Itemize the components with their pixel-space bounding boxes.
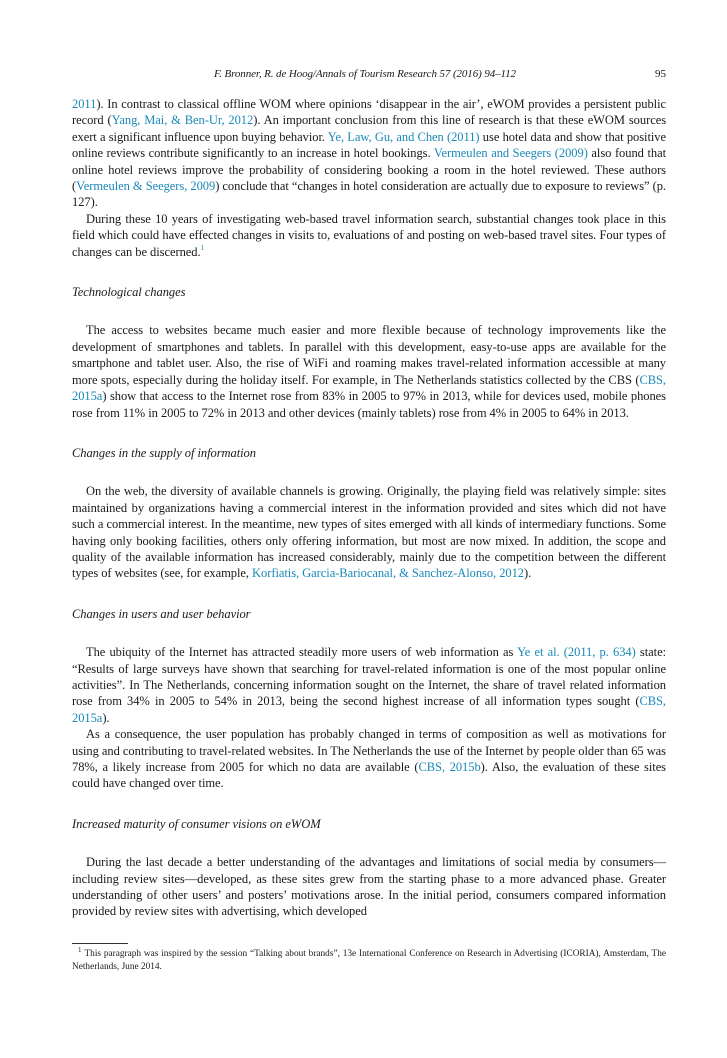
section-heading-technological: Technological changes bbox=[72, 285, 186, 300]
footnote bbox=[72, 948, 666, 973]
citation-link[interactable]: Yang, Mai, & Ben-Ur, 2012 bbox=[111, 113, 254, 128]
running-header bbox=[72, 68, 666, 82]
citation-link[interactable]: Vermeulen & Seegers, 2009 bbox=[76, 179, 216, 194]
citation-link[interactable]: Ye, Law, Gu, and Chen (2011) bbox=[327, 129, 480, 144]
citation-link[interactable]: Ye et al. (2011, p. 634) bbox=[517, 645, 636, 660]
citation-link[interactable]: Korfiatis, Garcia-Bariocanal, & Sanchez-Alonso, 2012 bbox=[252, 566, 525, 581]
footnote-divider bbox=[72, 943, 128, 944]
running-title: F. Bronner, R. de Hoog/Annals of Tourism Research 57 (2016) 94–112 bbox=[214, 68, 516, 80]
citation-link[interactable]: CBS, 2015b bbox=[418, 760, 481, 774]
citation-link[interactable]: CBS, 2015a bbox=[72, 372, 666, 404]
section-paragraph: The ubiquity of the Internet has attracted steadily more users of web information as Ye et al. (2011, p. 634) state: “Results of large surveys have shown that searching for travel-related information is one of the most popular online activities”. In The Netherlands, concerning information sought on the Internet, the share of travel related information rose from 34% in 2005 to 54% in 2013, being the second highest increase of all information types sought (CBS, 2015a). bbox=[72, 645, 667, 725]
intro-paragraph-1: 2011). In contrast to classical offline WOM where opinions ‘disappear in the air’, eWOM provides a persistent public record (Yang, Mai, & Ben-Ur, 2012). An important conclusion from this line of research is that these eWOM sources exert a significant influence upon buying behavior. Ye, Law, Gu, and Chen (2011) use hotel data and show that positive online reviews contribute significantly to an increase in hotel bookings. Vermeulen and Seegers (2009) also found that online hotel reviews improve the probability of considering booking a room in the hotel reviewed. These authors (Vermeulen & Seegers, 2009) conclude that “changes in hotel consideration are actually due to exposure to reviews” (p. 127). bbox=[72, 97, 667, 210]
section-heading-supply: Changes in the supply of information bbox=[72, 445, 256, 460]
footnote-text: This paragraph was inspired by the session “Talking about brands”, 13e International Conference on Research in Advertising (ICORIA), Amsterdam, The Netherlands, June 2014. bbox=[72, 949, 666, 972]
section-paragraph: The access to websites became much easier and more flexible because of technology improvements like the development of smartphones and tablets. In parallel with this development, easy-to-use apps are available for the smartphone and tablet user. Also, the rise of WiFi and roaming makes travel-related information accessible at many more spots, especially during the holiday itself. For example, in The Netherlands statistics collected by the CBS (CBS, 2015a) show that access to the Internet rose from 83% in 2005 to 97% in 2013, while for devices used, mobile phones rose from 11% in 2005 to 72% in 2013 and other devices (mainly tablets) rose from 4% in 2005 to 64% in 2013. bbox=[72, 323, 666, 420]
citation-link[interactable]: Vermeulen and Seegers (2009) bbox=[433, 146, 588, 161]
footnote-ref-link[interactable]: 1 bbox=[200, 242, 205, 252]
section-heading-maturity: Increased maturity of consumer visions on eWOM bbox=[72, 816, 321, 831]
citation-link[interactable]: 2011 bbox=[72, 97, 97, 111]
intro-paragraph-2: During these 10 years of investigating web-based travel information search, substantial changes took place in this field which could have effected changes in visits to, evaluations of and posting on web-based travel sites. Four types of changes can be discerned.$^1$ bbox=[72, 211, 666, 259]
article-body bbox=[72, 96, 666, 920]
page-number: 95 bbox=[655, 68, 666, 80]
section-paragraph: On the web, the diversity of available channels is growing. Originally, the playing field was relatively simple: sites maintained by organizations having a commercial interest in the information provided and sites which did not have such a commercial interest. In the meantime, new types of sites emerged with all kinds of intermediary functions. Some having only booking facilities, others only offering information, but most are now mixed. In addition, the scope and quality of the available information has increased considerably, mainly due to the competition between the different types of websites (see, for example, Korfiatis, Garcia-Bariocanal, & Sanchez-Alonso, 2012). bbox=[72, 484, 666, 581]
footnote-marker: 1 bbox=[78, 946, 82, 954]
section-paragraph: As a consequence, the user population has probably changed in terms of composition as well as motivations for using and contributing to travel-related websites. In The Netherlands the use of the Internet by people older than 65 was 78%, a likely increase from 2005 for which no data are available (CBS, 2015b). Also, the evaluation of these sites could have changed over time. bbox=[72, 727, 667, 791]
section-heading-users: Changes in users and user behavior bbox=[72, 606, 251, 621]
section-paragraph: During the last decade a better understanding of the advantages and limitations of social media by consumers—including review sites—developed, as these sites grew from the starting phase to a more advanced phase. Greater understanding of other users’ and posters’ motivations arose. In the initial period, consumers compared information provided by review sites with advertising, which developed bbox=[72, 855, 666, 919]
citation-link[interactable]: CBS, 2015a bbox=[72, 694, 666, 725]
